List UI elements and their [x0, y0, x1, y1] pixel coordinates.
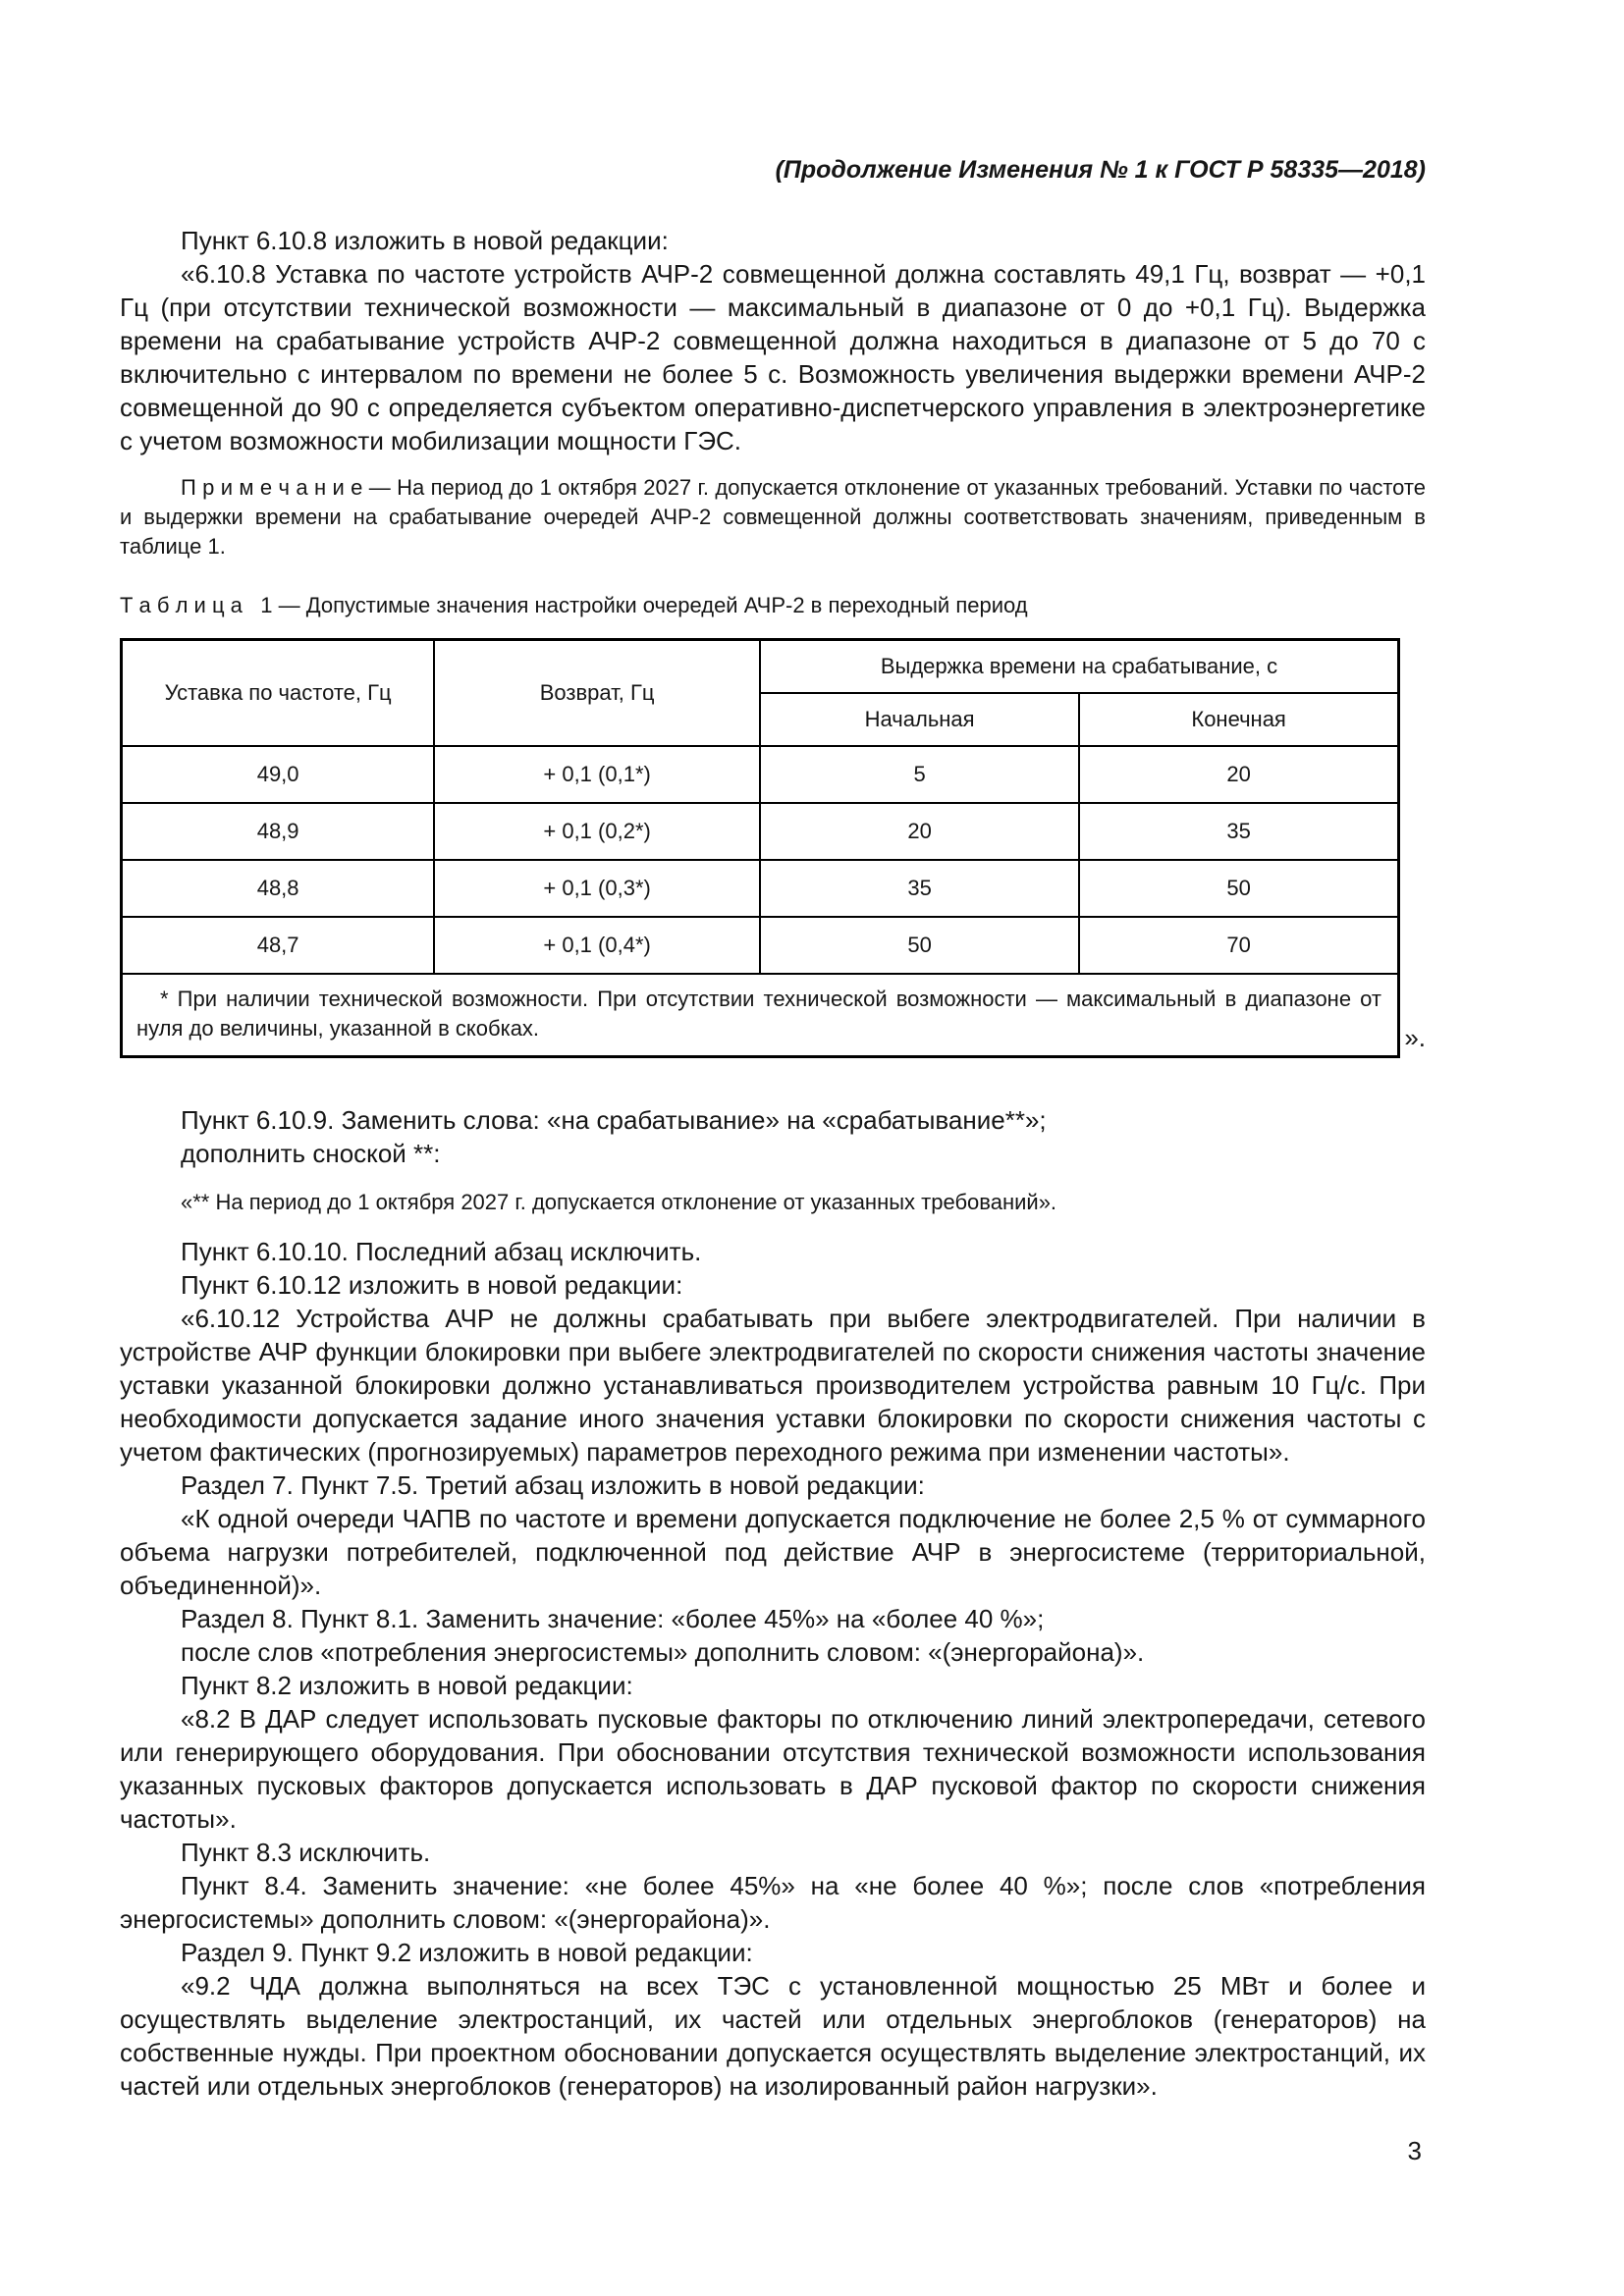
footnote-double-asterisk: «** На период до 1 октября 2027 г. допускается отклонение от указанных требований». — [181, 1190, 1057, 1214]
cell-frequency: 48,9 — [122, 803, 435, 860]
para-amend-6-10-9: Пункт 6.10.9. Заменить слова: «на срабатывание» на «срабатывание**»; — [181, 1105, 1047, 1135]
table-1 — [120, 638, 1400, 1058]
table-footnote: * При наличии технической возможности. При отсутствии технической возможности — максимальный в диапазоне от нуля до величины, указанной в скобках. — [122, 974, 1399, 1057]
para-amend-6-10-8-intro: Пункт 6.10.8 изложить в новой редакции: — [181, 226, 669, 255]
cell-final: 20 — [1079, 746, 1398, 803]
para-amend-7-5-intro: Раздел 7. Пункт 7.5. Третий абзац изложить в новой редакции: — [181, 1470, 925, 1500]
cell-return: + 0,1 (0,3*) — [434, 860, 760, 917]
page-number: 3 — [1407, 2136, 1422, 2165]
running-header: (Продолжение Изменения № 1 к ГОСТ Р 58335—2018) — [775, 156, 1426, 184]
col-header-initial: Начальная — [760, 693, 1079, 746]
para-amend-8-3: Пункт 8.3 исключить. — [181, 1838, 431, 1867]
table-row — [122, 746, 1399, 803]
cell-frequency: 48,8 — [122, 860, 435, 917]
para-amend-8-1: Раздел 8. Пункт 8.1. Заменить значение: «более 45%» на «более 40 %»; — [181, 1604, 1045, 1633]
para-7-5-new-text: «К одной очереди ЧАПВ по частоте и времени допускается подключение не более 2,5 % от суммарного объема нагрузки потребителей, подключенной под действие АЧР в энергосистеме (территориальной, объединенной)». — [120, 1504, 1426, 1600]
closing-quote-mark: ». — [1404, 1023, 1426, 1052]
cell-initial: 35 — [760, 860, 1079, 917]
para-amend-8-1-addition: после слов «потребления энергосистемы» дополнить словом: «(энергорайона)». — [181, 1637, 1145, 1667]
table-row — [122, 917, 1399, 974]
note-6-10-8: П р и м е ч а н и е — На период до 1 октября 2027 г. допускается отклонение от указанных требований. Уставки по частоте и выдержки времени на срабатывание очередей АЧР-2 совмещенной должны соответствовать значениям, приведенным в таблице 1. — [120, 475, 1426, 559]
para-amend-6-10-12-intro: Пункт 6.10.12 изложить в новой редакции: — [181, 1270, 683, 1300]
para-6-10-12-new-text: «6.10.12 Устройства АЧР не должны срабатывать при выбеге электродвигателей. При наличии в устройстве АЧР функции блокировки при выбеге электродвигателей по скорости снижения частоты значение уставки указанной блокировки должно устанавливаться производителем устройства равным 10 Гц/с. При необходимости допускается задание иного значения уставки блокировки по скорости снижения частоты с учетом фактических (прогнозируемых) параметров переходного режима при изменении частоты». — [120, 1304, 1426, 1467]
cell-return: + 0,1 (0,2*) — [434, 803, 760, 860]
cell-frequency: 48,7 — [122, 917, 435, 974]
para-amend-6-10-10: Пункт 6.10.10. Последний абзац исключить. — [181, 1237, 702, 1266]
cell-frequency: 49,0 — [122, 746, 435, 803]
table-footnote-row — [122, 974, 1399, 1057]
para-amend-9-2-intro: Раздел 9. Пункт 9.2 изложить в новой редакции: — [181, 1938, 753, 1967]
col-header-frequency: Уставка по частоте, Гц — [122, 640, 435, 747]
para-amend-8-4: Пункт 8.4. Заменить значение: «не более 45%» на «не более 40 %»; после слов «потребления энергосистемы» дополнить словом: «(энергорайона)». — [120, 1871, 1426, 1934]
col-header-final: Конечная — [1079, 693, 1398, 746]
para-add-footnote: дополнить сноской **: — [181, 1139, 441, 1168]
cell-final: 35 — [1079, 803, 1398, 860]
para-6-10-8-new-text: «6.10.8 Уставка по частоте устройств АЧР-2 совмещенной должна составлять 49,1 Гц, возврат — +0,1 Гц (при отсутствии технической возможности — максимальный в диапазоне от 0 до +0,1 Гц). Выдержка времени на срабатывание устройств АЧР-2 совмещенной должна находиться в диапазоне от 5 до 70 с включительно с интервалом по времени не более 5 с. Возможность увеличения выдержки времени АЧР-2 совмещенной до 90 с определяется субъектом оперативно-диспетчерского управления в электроэнергетике с учетом возможности мобилизации мощности ГЭС. — [120, 259, 1426, 455]
table-header-row-1 — [122, 640, 1399, 694]
cell-initial: 50 — [760, 917, 1079, 974]
cell-final: 70 — [1079, 917, 1398, 974]
table-row — [122, 860, 1399, 917]
cell-return: + 0,1 (0,1*) — [434, 746, 760, 803]
col-header-delay: Выдержка времени на срабатывание, с — [760, 640, 1399, 694]
table-1-caption: Т а б л и ц а 1 — Допустимые значения настройки очередей АЧР-2 в переходный период — [120, 593, 1028, 617]
table-1-wrap — [120, 638, 1426, 1058]
cell-final: 50 — [1079, 860, 1398, 917]
table-row — [122, 803, 1399, 860]
para-8-2-new-text: «8.2 В ДАР следует использовать пусковые факторы по отключению линий электропередачи, сетевого или генерирующего оборудования. При обосновании отсутствия технической возможности использования указанных пусковых факторов допускается использовать в ДАР пусковой фактор по скорости снижения частоты». — [120, 1704, 1426, 1834]
para-9-2-new-text: «9.2 ЧДА должна выполняться на всех ТЭС с установленной мощностью 25 МВт и более и осуществлять выделение электростанций, их частей или отдельных энергоблоков (генераторов) на собственные нужды. При проектном обосновании допускается осуществлять выделение электростанций, их частей или отдельных энергоблоков (генераторов) на изолированный район нагрузки». — [120, 1971, 1426, 2101]
cell-return: + 0,1 (0,4*) — [434, 917, 760, 974]
col-header-return: Возврат, Гц — [434, 640, 760, 747]
cell-initial: 20 — [760, 803, 1079, 860]
cell-initial: 5 — [760, 746, 1079, 803]
para-amend-8-2-intro: Пункт 8.2 изложить в новой редакции: — [181, 1671, 633, 1700]
